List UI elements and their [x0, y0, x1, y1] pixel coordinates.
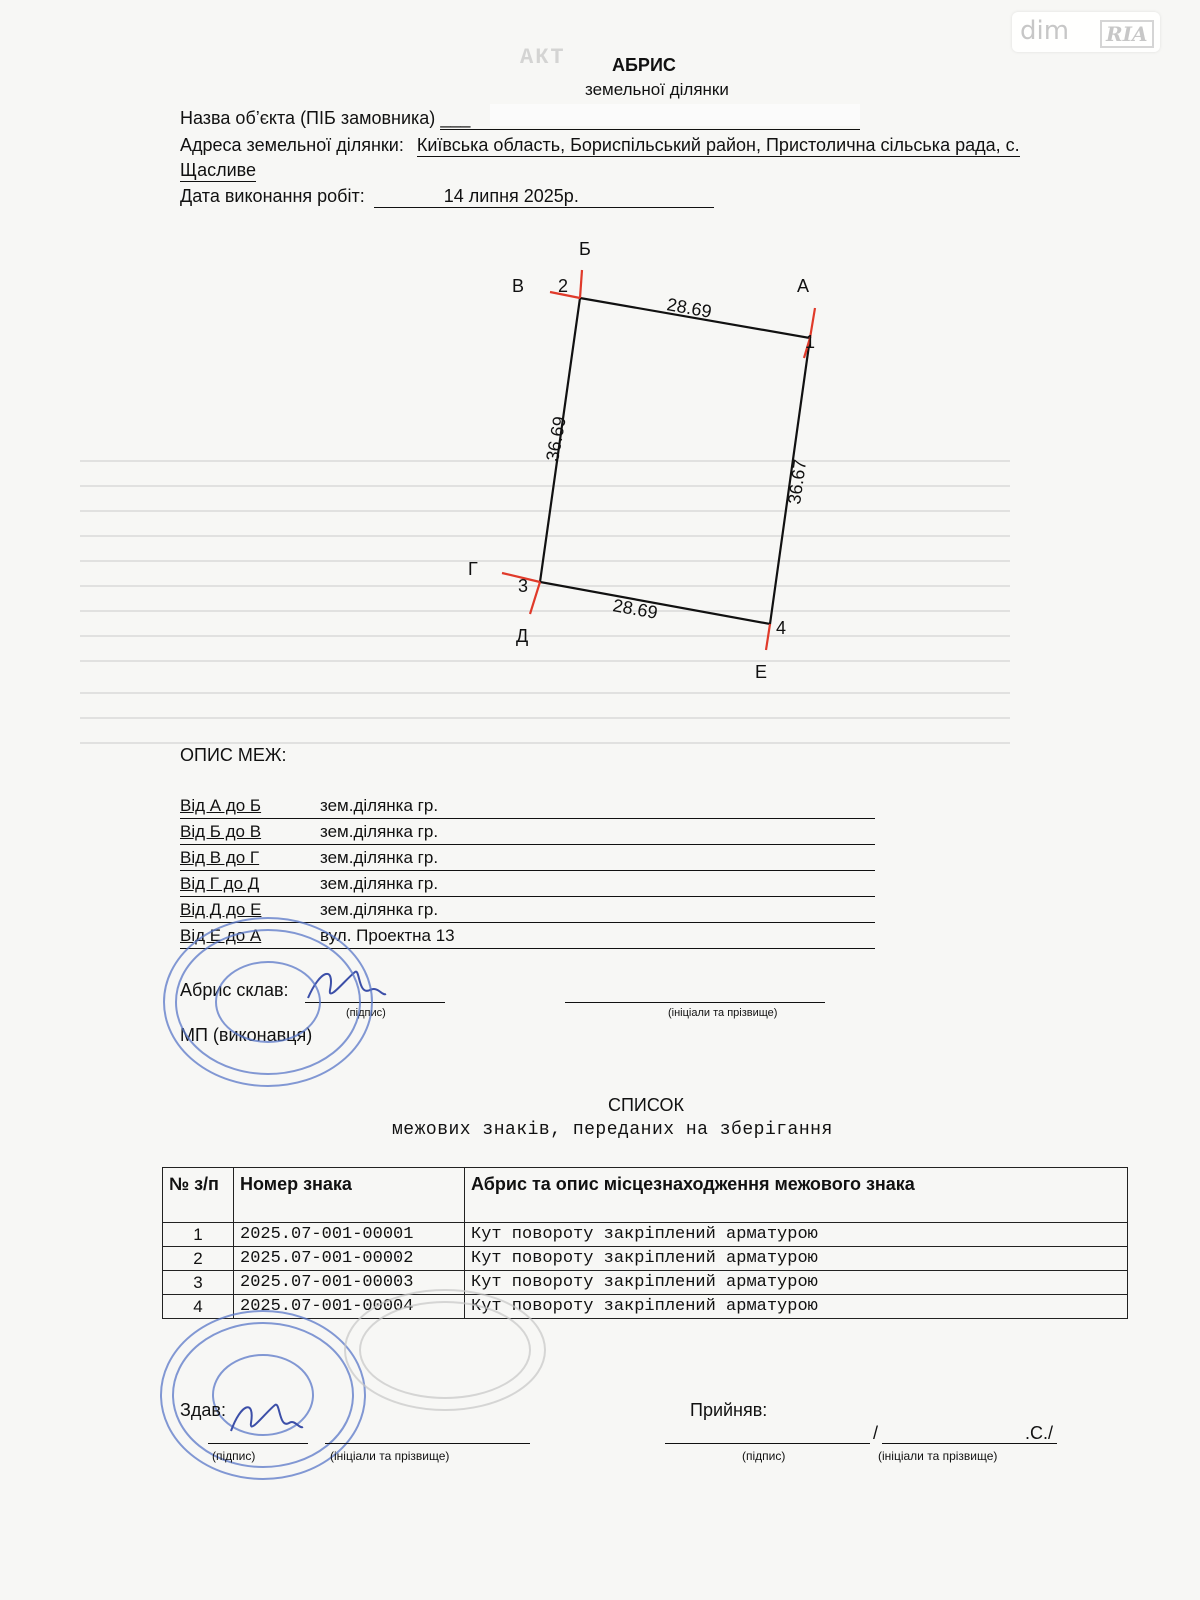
boundary-marks-table	[162, 1167, 1128, 1319]
date-row	[180, 186, 714, 208]
date-value: 14 липня 2025р.	[374, 186, 714, 208]
cell-no: 3	[163, 1271, 234, 1295]
marker-line	[530, 582, 540, 614]
table-header-row	[163, 1168, 1128, 1223]
logo-mark: RIA	[1100, 20, 1154, 48]
col-header-no: № з/п	[163, 1168, 234, 1223]
cell-number: 2025.07-001-00001	[234, 1223, 465, 1247]
faint-seal	[340, 1285, 550, 1415]
point-label-E: Е	[755, 662, 768, 682]
point-label-D: Д	[516, 626, 529, 646]
side-length-top: 28.69	[665, 294, 714, 322]
cell-no: 1	[163, 1223, 234, 1247]
cell-number: 2025.07-001-00004	[234, 1295, 465, 1319]
table-row	[163, 1271, 1128, 1295]
list-title: СПИСОК	[608, 1095, 684, 1115]
col-header-number: Номер знака	[234, 1168, 465, 1223]
cell-desc: Кут повороту закріплений арматурою	[465, 1247, 1128, 1271]
table-row	[163, 1223, 1128, 1247]
document-title: АБРИС	[612, 55, 676, 75]
boundary-from: Від Г до Д	[180, 874, 260, 893]
accepted-initials-caption: (ініціали та прізвище)	[878, 1449, 998, 1463]
accepted-slash: /	[873, 1423, 879, 1443]
accepted-label: Прийняв:	[690, 1400, 768, 1420]
table-row	[163, 1247, 1128, 1271]
boundary-desc: зем.ділянка гр.	[320, 848, 439, 867]
cell-desc: Кут повороту закріплений арматурою	[465, 1271, 1128, 1295]
address-row	[180, 135, 1020, 157]
gave-label: Здав:	[180, 1400, 226, 1420]
gave-signature-caption: (підпис)	[212, 1449, 256, 1463]
compiled-by-label: Абрис склав:	[180, 980, 289, 1000]
boundary-from: Від А до Б	[180, 796, 262, 815]
col-header-desc: Абрис та опис місцезнаходження межового знака	[465, 1168, 1128, 1223]
boundary-row	[180, 822, 875, 845]
cell-number: 2025.07-001-00003	[234, 1271, 465, 1295]
document-subtitle: земельної ділянки	[585, 80, 729, 99]
boundary-row	[180, 874, 875, 897]
boundary-desc: зем.ділянка гр.	[320, 796, 439, 815]
cell-desc: Кут повороту закріплений арматурою	[465, 1223, 1128, 1247]
boundary-desc: зем.ділянка гр.	[320, 822, 439, 841]
point-number-2: 2	[558, 276, 569, 296]
land-plot-diagram	[470, 230, 830, 700]
marker-line	[766, 624, 770, 650]
boundary-row	[180, 796, 875, 819]
date-label: Дата виконання робіт:	[180, 186, 365, 206]
point-label-B: Б	[579, 239, 591, 259]
signature-caption: (підпис)	[346, 1007, 386, 1019]
object-name-label: Назва об’єкта (ПІБ замовника)	[180, 108, 436, 128]
initials-caption: (ініціали та прізвище)	[668, 1007, 778, 1019]
cell-no: 4	[163, 1295, 234, 1319]
boundary-from: Від Е до А	[180, 926, 262, 945]
accepted-initials-suffix: .С./	[1025, 1423, 1054, 1443]
official-seal	[158, 912, 378, 1092]
redacted-name	[490, 104, 860, 126]
point-number-4: 4	[776, 618, 787, 638]
boundary-desc: зем.ділянка гр.	[320, 900, 439, 919]
boundary-desc: зем.ділянка гр.	[320, 874, 439, 893]
cell-desc: Кут повороту закріплений арматурою	[465, 1295, 1128, 1319]
boundaries-title: ОПИС МЕЖ:	[180, 745, 287, 765]
point-label-A: А	[797, 276, 810, 296]
address-row-2	[180, 160, 256, 182]
point-label-V: В	[512, 276, 525, 296]
gave-signature-line	[208, 1443, 308, 1444]
object-name-prefix: ___	[440, 108, 471, 128]
boundary-row	[180, 848, 875, 871]
mp-label: МП (виконавця)	[180, 1025, 313, 1045]
point-number-1: 1	[805, 332, 816, 352]
accepted-signature-line	[665, 1443, 870, 1444]
side-length-left: 36.69	[542, 414, 570, 463]
side-length-bottom: 28.69	[611, 595, 660, 623]
gave-initials-caption: (ініціали та прізвище)	[330, 1449, 450, 1463]
boundary-from: Від Б до В	[180, 822, 262, 841]
cell-no: 2	[163, 1247, 234, 1271]
signature-mark-2	[225, 1395, 305, 1440]
logo-text: dim	[1020, 16, 1070, 46]
marker-line	[580, 270, 582, 298]
plot-outline	[540, 298, 810, 624]
list-subtitle: межових знаків, переданих на зберігання	[392, 1120, 833, 1140]
cell-number: 2025.07-001-00002	[234, 1247, 465, 1271]
ghost-text: АКТ	[520, 45, 566, 70]
point-number-3: 3	[518, 576, 529, 596]
address-value: Київська область, Бориспільський район, Пристолична сільська рада, с.	[416, 135, 1020, 155]
dimria-logo	[1012, 12, 1160, 52]
boundary-from: Від Д до Е	[180, 900, 262, 919]
accepted-signature-caption: (підпис)	[742, 1449, 786, 1463]
boundary-desc: вул. Проектна 13	[320, 926, 455, 945]
boundary-from: Від В до Г	[180, 848, 260, 867]
gave-initials-line	[325, 1443, 530, 1444]
address-label: Адреса земельної ділянки:	[180, 135, 404, 155]
initials-line	[565, 1002, 825, 1003]
address-value-2: Щасливе	[180, 160, 257, 180]
side-length-right: 36.67	[784, 458, 811, 506]
point-label-G: Г	[468, 559, 478, 579]
